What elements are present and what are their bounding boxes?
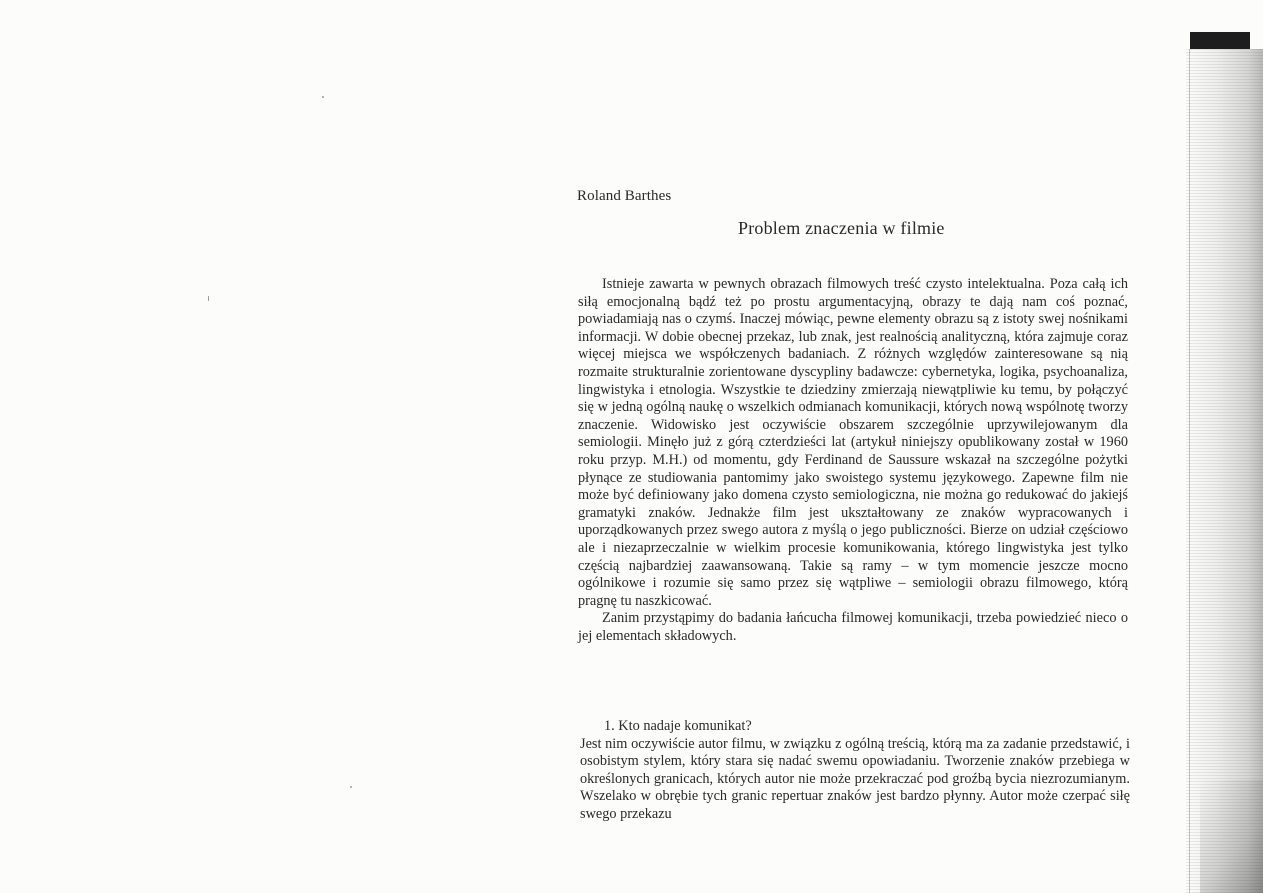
author-name: Roland Barthes bbox=[577, 188, 672, 204]
scan-speck bbox=[322, 96, 324, 98]
page-edge-shadow bbox=[1186, 49, 1263, 893]
binding-edge-mark bbox=[1190, 32, 1250, 49]
section-1 bbox=[580, 718, 1130, 824]
paragraph-1: Istnieje zawarta w pewnych obrazach filmowych treść czysto intelektualna. Poza całą ich siłą emocjonalną bądź też po prostu argumentacyjną, obrazy te dają nam coś poznać, powiadamiają nas o czymś. Inaczej mówiąc, pewne elementy obrazu są z istoty swej nośnikami informacji. W dobie obecnej przekaz, lub znak, jest realnością analityczną, która zajmuje coraz więcej miejsca we współczenych badaniach. Z różnych względów zainteresowane są nią rozmaite strukturalnie zorientowane dyscypliny badawcze: cybernetyka, logika, psychoanaliza, lingwistyka i etnologia. Wszystkie te dziedziny zmierzają niewątpliwie ku temu, by połączyć się w jedną ogólną naukę o wszelkich odmianach komunikacji, których nową wspólnotę tworzy znaczenie. Widowisko jest oczywiście obszarem szczególnie uprzywilejowanym dla semiologii. Minęło już z górą czterdzieści lat (artykuł niniejszy opublikowany został w 1960 roku przyp. M.H.) od momentu, gdy Ferdinand de Saussure wskazał na szczególne pożytki płynące ze studiowania pantomimy jako swoistego systemu językowego. Zapewne film nie może być definiowany jako domena czysto semiologiczna, nie można go redukować do jakiejś gramatyki znaków. Jednakże film jest ukształtowany ze znaków wypracowanych i uporządkowanych przez swego autora z myślą o jego publiczności. Bierze on udział częściowo ale i niezaprzeczalnie w wielkim procesie komunikowania, którego lingwistyka jest tylko częścią najbardziej zaawansowaną. Takie są ramy – w tym momencie jeszcze mocno ogólnikowe i rozumie się samo przez się wątpliwe – semiologii obrazu filmowego, którą pragnę tu naszkicować. bbox=[578, 276, 1128, 609]
scan-speck bbox=[208, 296, 209, 301]
section-heading: 1. Kto nadaje komunikat? bbox=[604, 718, 752, 734]
article-title: Problem znaczenia w filmie bbox=[738, 218, 945, 238]
article-body bbox=[578, 276, 1128, 645]
page-edge-line bbox=[1189, 49, 1190, 893]
section-text: Jest nim oczywiście autor filmu, w związku z ogólną treścią, którą ma za zadanie przedstawić, i osobistym stylem, który stara się nadać swemu opowiadaniu. Tworzenie znaków przebiega w określonych granicach, których autor nie może przekraczać pod groźbą bycia niezrozumianym. Wszelako w obrębie tych granic repertuar znaków jest bardzo płynny. Autor może czerpać siłę swego przekazu bbox=[580, 735, 1130, 822]
paragraph-2: Zanim przystąpimy do badania łańcucha filmowej komunikacji, trzeba powiedzieć nieco o jej elementach składowych. bbox=[578, 610, 1128, 644]
page-corner-shadow bbox=[1200, 780, 1263, 893]
scan-speck bbox=[350, 786, 352, 788]
